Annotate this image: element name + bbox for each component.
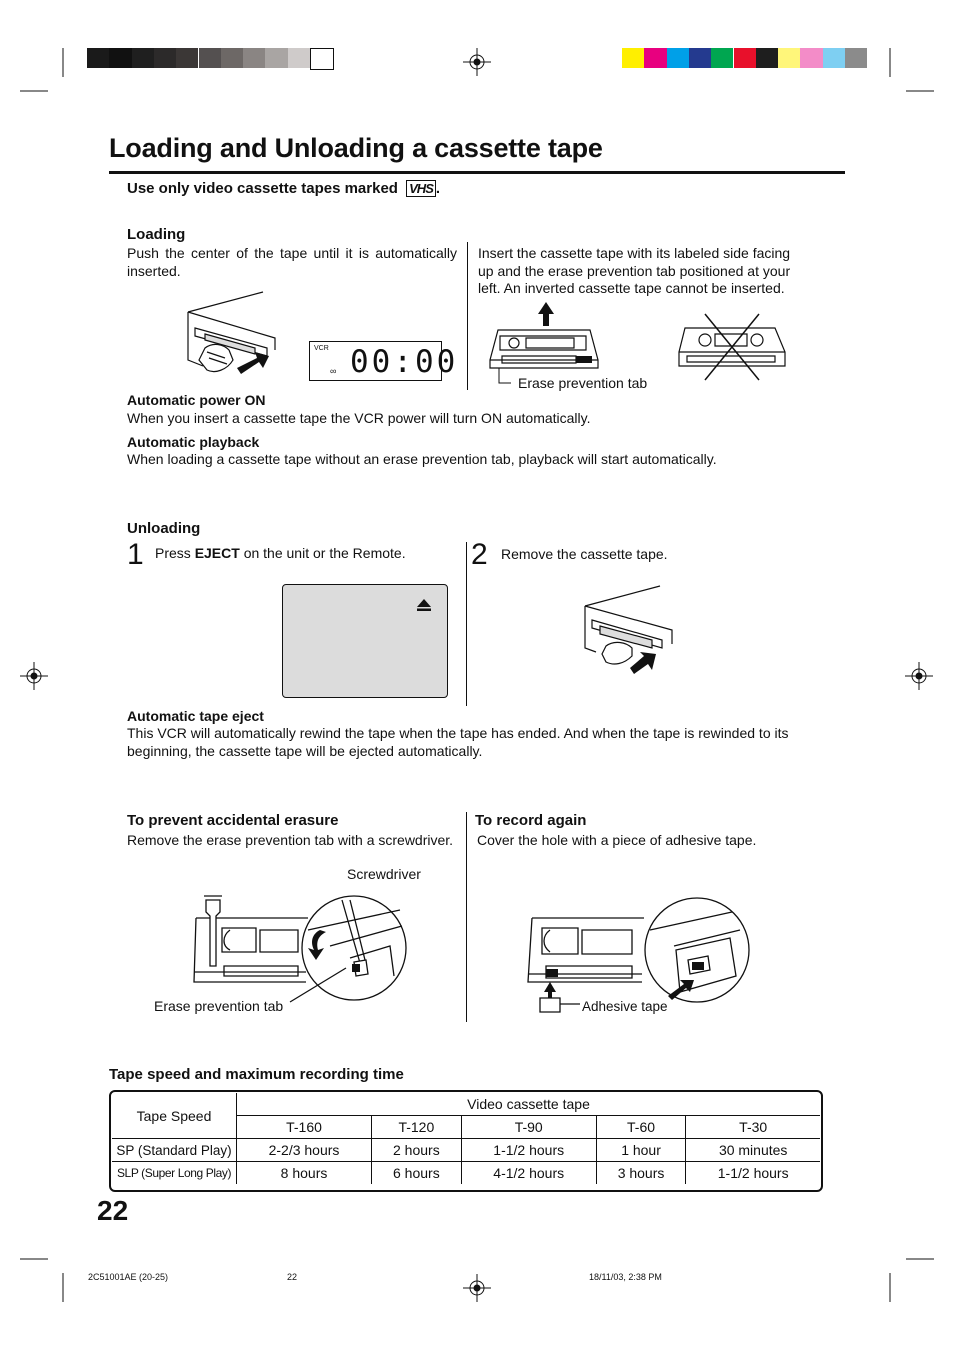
- up-arrow-small-icon: [544, 982, 556, 998]
- gray-swatch: [109, 48, 131, 68]
- table-cell: 1-1/2 hours: [686, 1162, 820, 1185]
- footer-code: 2C51001AE (20-25): [88, 1272, 169, 1282]
- table-cell: 1 hour: [596, 1139, 686, 1162]
- step1-text: [155, 545, 406, 563]
- row-label: SLP (Super Long Play): [112, 1162, 237, 1185]
- column-header: T-120: [372, 1116, 462, 1139]
- intro-line: [127, 180, 440, 197]
- vcr-eject-illustration: [582, 584, 677, 679]
- table-cell: 1-1/2 hours: [461, 1139, 596, 1162]
- table-cell: 30 minutes: [686, 1139, 820, 1162]
- column-header: T-30: [686, 1116, 820, 1139]
- eject-icon[interactable]: [416, 598, 432, 612]
- color-swatch: [644, 48, 666, 68]
- row-label: SP (Standard Play): [112, 1139, 237, 1162]
- prevent-heading: To prevent accidental erasure: [127, 812, 339, 829]
- vcr-insert-illustration: [185, 290, 280, 382]
- auto-power-text: When you insert a cassette tape the VCR power will turn ON automatically.: [127, 410, 591, 426]
- column-header: T-60: [596, 1116, 686, 1139]
- table-cell: 8 hours: [237, 1162, 372, 1185]
- gray-swatch: [132, 48, 154, 68]
- gray-swatch: [265, 48, 287, 68]
- step1-pre: Press: [155, 545, 191, 561]
- record-again-heading: To record again: [475, 812, 587, 829]
- speed-table-heading: Tape speed and maximum recording time: [109, 1066, 404, 1083]
- table-row: [112, 1139, 820, 1162]
- gray-swatch: [154, 48, 176, 68]
- color-swatch: [845, 48, 867, 68]
- auto-eject-text: This VCR will automatically rewind the tape when the tape has ended. And when the tape is rewinded to its beginning, the cassette tape will be ejected automatically.: [127, 725, 789, 759]
- table-row: [112, 1162, 820, 1185]
- tape-speed-header: Tape Speed: [112, 1093, 237, 1139]
- gray-swatch: [288, 48, 310, 68]
- table-cell: 6 hours: [372, 1162, 462, 1185]
- auto-play-heading: Automatic playback: [127, 434, 260, 450]
- prevent-text: Remove the erase prevention tab with a screwdriver.: [127, 832, 454, 848]
- color-swatch: [667, 48, 689, 68]
- step1-number: 1: [127, 538, 144, 571]
- table-cell: 2-2/3 hours: [237, 1139, 372, 1162]
- color-swatch: [689, 48, 711, 68]
- table-cell: 3 hours: [596, 1162, 686, 1185]
- auto-power-heading: Automatic power ON: [127, 392, 266, 408]
- screwdriver-label: Screwdriver: [347, 866, 421, 882]
- erase-tab-leader: [497, 367, 517, 387]
- page-title: Loading and Unloading a cassette tape: [109, 133, 603, 163]
- color-swatch: [800, 48, 822, 68]
- color-swatch: [622, 48, 644, 68]
- gray-swatch: [199, 48, 221, 68]
- unloading-divider: [466, 542, 467, 706]
- display-time: 00:00: [350, 344, 459, 380]
- step2-text: Remove the cassette tape.: [501, 546, 668, 562]
- loading-heading: Loading: [127, 226, 186, 243]
- color-swatch: [711, 48, 733, 68]
- vhs-logo: VHS: [406, 180, 436, 197]
- color-swatch: [778, 48, 800, 68]
- footer-date: 18/11/03, 2:38 PM: [589, 1272, 662, 1282]
- column-header: T-160: [237, 1116, 372, 1139]
- vcr-display: [309, 341, 459, 381]
- intro-period: .: [435, 180, 441, 197]
- gray-swatch: [221, 48, 243, 68]
- title-rule: [109, 171, 845, 174]
- gray-swatch: [243, 48, 265, 68]
- cassette-upright-illustration: [486, 298, 606, 378]
- cassette-inverted-illustration: [675, 310, 790, 382]
- video-cassette-header: Video cassette tape: [237, 1093, 821, 1116]
- eject-button-panel: [282, 584, 448, 698]
- step2-number: 2: [471, 538, 488, 571]
- up-arrow-icon: [538, 302, 554, 326]
- column-header: T-90: [461, 1116, 596, 1139]
- loading-left-text: Push the center of the tape until it is automatically inserted.: [127, 245, 457, 279]
- intro-text: Use only video cassette tapes marked: [127, 180, 398, 197]
- footer-page: 22: [287, 1272, 298, 1282]
- record-again-text: Cover the hole with a piece of adhesive tape.: [477, 832, 757, 848]
- color-swatch: [734, 48, 756, 68]
- insert-arrow-icon: [237, 352, 269, 374]
- erasure-divider: [466, 812, 467, 1022]
- unloading-heading: Unloading: [127, 520, 201, 537]
- erase-tab-label: Erase prevention tab: [518, 375, 648, 391]
- table-cell: 4-1/2 hours: [461, 1162, 596, 1185]
- table-cell: 2 hours: [372, 1139, 462, 1162]
- prevent-tab-label: Erase prevention tab: [154, 998, 284, 1014]
- remove-arrow-icon: [630, 652, 656, 674]
- step1-post: on the unit or the Remote.: [243, 545, 406, 561]
- color-swatch: [756, 48, 778, 68]
- display-vcr-label: VCR: [314, 345, 329, 352]
- step1-eject-word: EJECT: [194, 545, 240, 561]
- auto-eject-heading: Automatic tape eject: [127, 708, 264, 724]
- screwdriver-illustration: [190, 880, 415, 1005]
- gray-swatch: [87, 48, 109, 68]
- color-swatch: [823, 48, 845, 68]
- gray-swatch: [310, 48, 334, 70]
- auto-play-text: When loading a cassette tape without an erase prevention tab, playback will start automatically.: [127, 451, 717, 467]
- table-row: [112, 1093, 820, 1116]
- speed-table: [112, 1093, 820, 1184]
- cassette-icon: ∞: [330, 366, 337, 376]
- loading-right-text: Insert the cassette tape with its labeled side facing up and the erase prevention tab positioned at your left. An inverted cassette tape cannot be inserted.: [478, 245, 791, 296]
- adhesive-tape-label: Adhesive tape: [582, 999, 668, 1014]
- adhesive-tape-illustration: [522, 894, 754, 1016]
- loading-divider: [467, 242, 468, 390]
- page-number: 22: [97, 1195, 129, 1226]
- gray-swatch: [176, 48, 198, 68]
